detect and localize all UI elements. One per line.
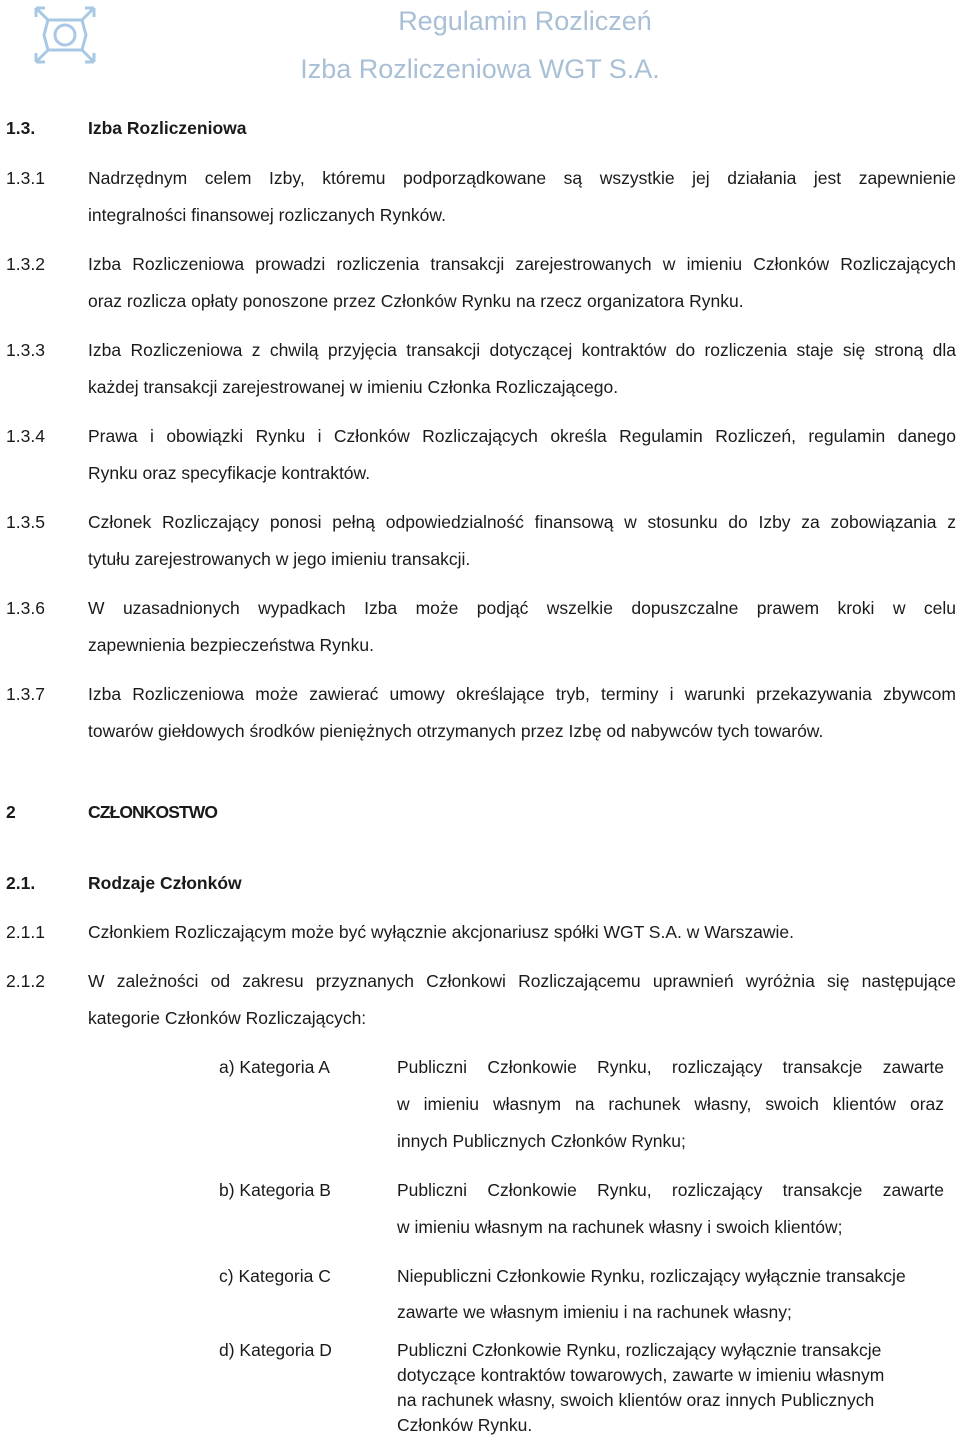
category-text-line: zawarte we własnym imieniu i na rachunek własny; [397,1302,792,1322]
clause-number: 2.1.1 [6,922,45,942]
chapter-number: 2 [6,802,16,822]
section-number: 2.1. [6,873,36,893]
chapter-title: CZŁONKOSTWO [88,802,218,822]
clause-text-line: Członkiem Rozliczającym może być wyłącznie akcjonariusz spółki WGT S.A. w Warszawie. [88,922,795,942]
category-text-line: Członków Rynku. [397,1415,533,1435]
clause-text-line: W uzasadnionych wypadkach Izba może podjąć wszelkie dopuszczalne prawem kroki w celu [88,598,956,618]
clause-text-line: integralności finansowej rozliczanych Rynków. [88,205,446,225]
clause-text-line: Izba Rozliczeniowa prowadzi rozliczenia transakcji zarejestrowanych w imieniu Członków Rozliczających [88,254,956,274]
category-label: c) Kategoria C [219,1266,331,1286]
clause-text-line: Prawa i obowiązki Rynku i Członków Rozliczających określa Regulamin Rozliczeń, regulamin danego [88,426,956,446]
header-subtitle: Izba Rozliczeniowa WGT S.A. [300,54,660,84]
clause-number: 1.3.5 [6,512,45,532]
category-text-line: w imieniu własnym na rachunek własny, swoich klientów oraz [397,1094,944,1114]
category-text-line: innych Publicznych Członków Rynku; [397,1131,686,1151]
clause-text-line: tytułu zarejestrowanych w jego imieniu transakcji. [88,549,471,569]
clause-number: 1.3.4 [6,426,45,446]
clause-number: 1.3.7 [6,684,45,704]
clause-text-line: zapewnienia bezpieczeństwa Rynku. [88,635,374,655]
clause-number: 1.3.6 [6,598,45,618]
clause-text-line: kategorie Członków Rozliczających: [88,1008,367,1028]
clause-text-line: Izba Rozliczeniowa z chwilą przyjęcia transakcji dotyczącej kontraktów do rozliczenia staje się stroną dla [88,340,956,360]
category-text-line: na rachunek własny, swoich klientów oraz innych Publicznych [397,1390,875,1410]
category-text-line: Niepubliczni Członkowie Rynku, rozliczający wyłącznie transakcje [397,1266,906,1286]
section-title: Rodzaje Członków [88,873,242,893]
clause-number: 1.3.1 [6,168,45,188]
clause-text-line: towarów giełdowych środków pieniężnych otrzymanych przez Izbę od nabywców tych towarów. [88,721,824,741]
section-number: 1.3. [6,118,36,138]
category-text-line: dotyczące kontraktów towarowych, zawarte w imieniu własnym [397,1365,885,1385]
clause-text-line: Członek Rozliczający ponosi pełną odpowiedzialność finansową w stosunku do Izby za zobowiązania z [88,512,956,532]
section-title: Izba Rozliczeniowa [88,118,247,138]
header-title: Regulamin Rozliczeń [398,6,652,36]
clause-text-line: W zależności od zakresu przyznanych Członkowi Rozliczającemu uprawnień wyróżnia się następujące [88,971,956,991]
category-text-line: Publiczni Członkowie Rynku, rozliczający wyłącznie transakcje [397,1340,882,1360]
category-text-line: Publiczni Członkowie Rynku, rozliczający transakcje zawarte [397,1180,944,1200]
category-label: a) Kategoria A [219,1057,330,1077]
category-label: b) Kategoria B [219,1180,331,1200]
clause-text-line: oraz rozlicza opłaty ponoszone przez Członków Rynku na rzecz organizatora Rynku. [88,291,744,311]
category-label: d) Kategoria D [219,1340,332,1360]
clause-text-line: Izba Rozliczeniowa może zawierać umowy określające tryb, terminy i warunki przekazywania zbywcom [88,684,956,704]
category-text-line: w imieniu własnym na rachunek własny i swoich klientów; [397,1217,843,1237]
clause-text-line: Nadrzędnym celem Izby, któremu podporządkowane są wszystkie jej działania jest zapewnienie [88,168,956,188]
clause-number: 1.3.2 [6,254,45,274]
clause-number: 1.3.3 [6,340,45,360]
clause-text-line: Rynku oraz specyfikacje kontraktów. [88,463,371,483]
clause-text-line: każdej transakcji zarejestrowanej w imieniu Członka Rozliczającego. [88,377,619,397]
category-text-line: Publiczni Członkowie Rynku, rozliczający transakcje zawarte [397,1057,944,1077]
clause-number: 2.1.2 [6,971,45,991]
